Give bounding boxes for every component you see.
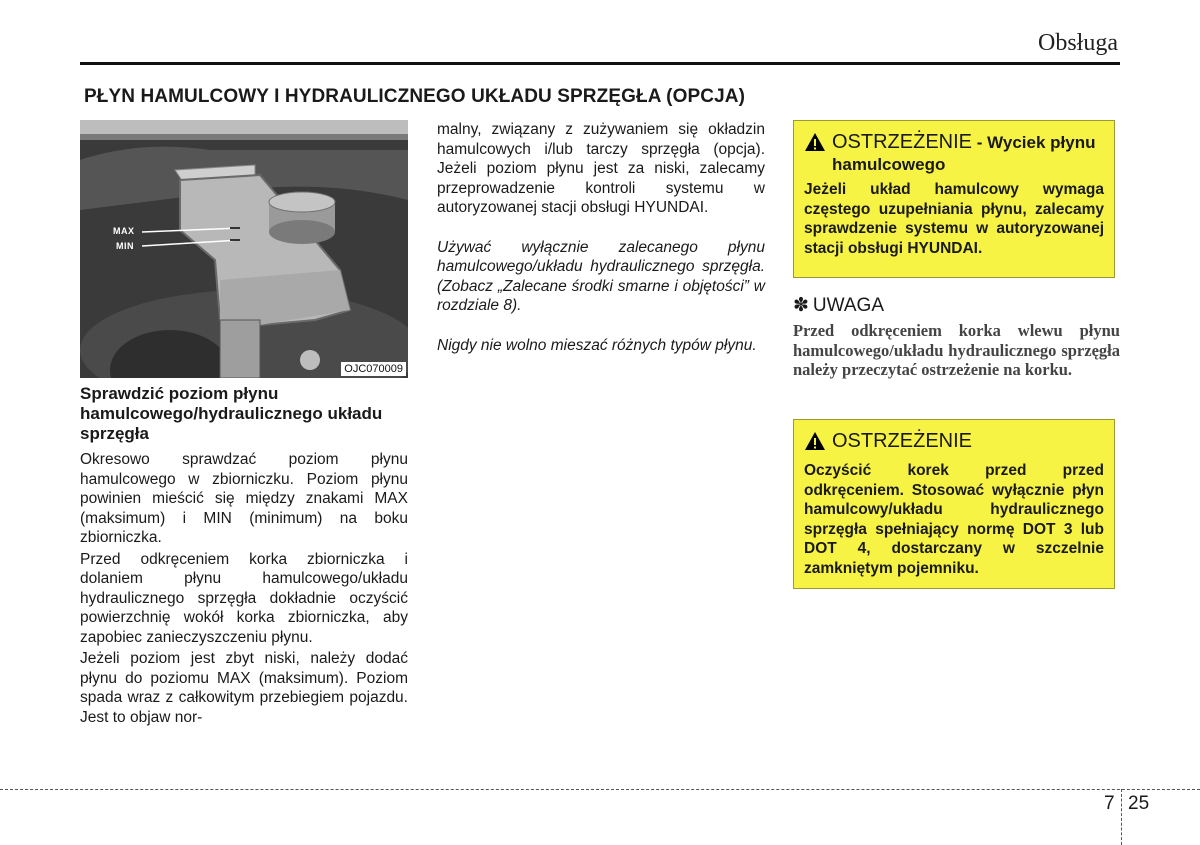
italic-paragraph: Używać wyłącznie zalecanego płynu hamulcowego/układu hydraulicznego sprzęgła. (Zobacz „Zalecane środki smarne i objętości” w rozdziale 8). bbox=[437, 238, 765, 314]
warning-box-clean-cap bbox=[793, 419, 1115, 589]
warning-triangle-icon bbox=[804, 431, 826, 457]
brake-fluid-reservoir-figure bbox=[80, 120, 408, 378]
min-mark-label: MIN bbox=[116, 241, 134, 251]
italic-paragraph: Nigdy nie wolno mieszać różnych typów płynu. bbox=[437, 336, 757, 354]
warning-body: Oczyścić korek przed przed odkręceniem. Stosować wyłącznie płyn hamulcowy/układu hydraulicznego sprzęgła spełniający normę DOT 3 lub DOT 4, dostarczany w szczelnie zamkniętym pojemniku. bbox=[804, 462, 1104, 577]
check-level-subheading: Sprawdzić poziom płynu hamulcowego/hydraulicznego układu sprzęgła bbox=[80, 384, 383, 443]
section-title: PŁYN HAMULCOWY I HYDRAULICZNEGO UKŁADU SPRZĘGŁA (OPCJA) bbox=[84, 86, 745, 107]
warning-box-brake-fluid-leak bbox=[793, 120, 1115, 278]
warning-title: OSTRZEŻENIE bbox=[832, 430, 973, 452]
paragraph: malny, związany z zużywaniem się okładzin hamulcowych i/lub tarczy sprzęgła (opcja). Jeżeli poziom płynu jest za niski, zalecamy przeprowadzenie kontroli systemu w autoryzowanej stacji obsługi HYUNDAI. bbox=[437, 121, 765, 216]
chapter-number: 7 bbox=[1104, 793, 1115, 814]
warning-title: OSTRZEŻENIE - Wyciek płynu hamulcowego bbox=[832, 131, 1096, 174]
paragraph: Okresowo sprawdzać poziom płynu hamulcowego w zbiorniczku. Poziom płynu powinien mieścić się między znakami MAX (maksimum) i MIN (minimum) na boku zbiorniczka. bbox=[80, 451, 408, 546]
note-heading: ✽ UWAGA bbox=[793, 295, 884, 316]
header-rule bbox=[80, 62, 1120, 65]
max-mark-label: MAX bbox=[113, 226, 135, 236]
page-number: 25 bbox=[1128, 793, 1150, 814]
paragraph: Przed odkręceniem korka zbiorniczka i dolaniem płynu hamulcowego/układu hydraulicznego sprzęgła dokładnie oczyścić powierzchnię wokół korka zbiorniczka, aby zapobiec zanieczyszczeniu płynu. bbox=[80, 550, 408, 646]
asterisk-icon: ✽ bbox=[793, 295, 809, 316]
paragraph: Jeżeli poziom jest zbyt niski, należy dodać płynu do poziomu MAX (maksimum). Poziom spada wraz z całkowitym przebiegiem pojazdu. Jest to objaw nor- bbox=[80, 650, 408, 726]
column-2 bbox=[437, 120, 765, 357]
footer-rule bbox=[0, 789, 1200, 790]
running-header: Obsługa bbox=[1038, 30, 1118, 56]
warning-body: Jeżeli układ hamulcowy wymaga częstego uzupełniania płynu, zalecamy sprawdzenie systemu w autoryzowanej stacji obsługi HYUNDAI. bbox=[804, 181, 1104, 257]
figure-code: OJC070009 bbox=[341, 362, 406, 376]
note-body: Przed odkręceniem korka wlewu płynu hamulcowego/układu hydraulicznego sprzęgła należy przeczytać ostrzeżenie na korku. bbox=[793, 321, 1120, 379]
column-1 bbox=[80, 384, 408, 729]
warning-triangle-icon bbox=[804, 132, 826, 176]
footer-divider bbox=[1121, 789, 1122, 845]
